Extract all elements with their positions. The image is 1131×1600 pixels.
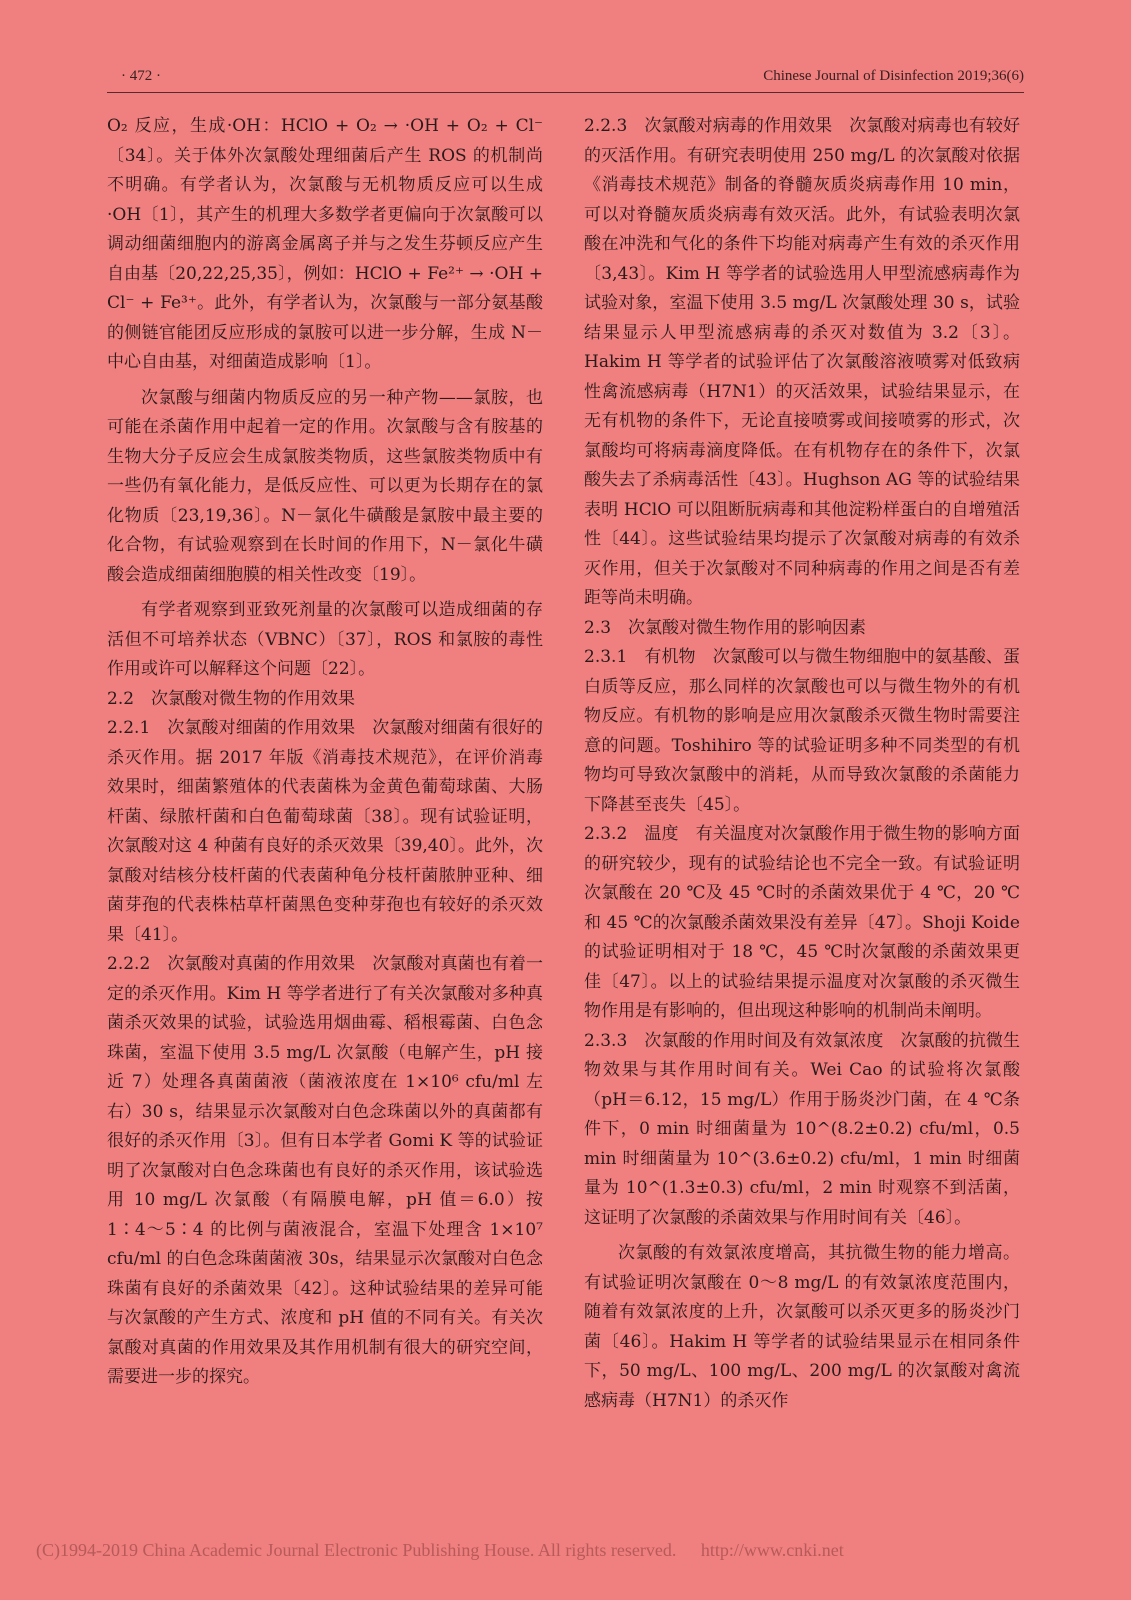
section-heading: 2.2 次氯酸对微生物的作用效果: [107, 688, 356, 709]
paragraph: 2.3.1 有机物 次氯酸可以与微生物细胞中的氨基酸、蛋白质等反应，那么同样的次氯酸也可以与微生物外的有机物反应。有机物的影响是应用次氯酸杀灭微生物时需要注意的问题。Toshihiro 等的试验证明多种不同类型的有机物均可导致次氯酸中的消耗，从而导致次氯酸的杀菌能力下降甚至丧失〔45〕。: [584, 647, 1020, 815]
journal-citation: Chinese Journal of Disinfection 2019;36(6): [763, 68, 1024, 84]
running-header: [107, 66, 1024, 93]
left-column: [107, 112, 543, 1393]
paragraph: 2.3.2 温度 有关温度对次氯酸作用于微生物的影响方面的研究较少，现有的试验结论也不完全一致。有试验证明次氯酸在 20 ℃及 45 ℃时的杀菌效果优于 4 ℃，20 ℃和 45 ℃的次氯酸杀菌效果没有差异〔47〕。Shoji Koide 的试验证明相对于 18 ℃，45 ℃时次氯酸的杀菌效果更佳〔47〕。以上的试验结果提示温度对次氯酸的杀灭微生物作用是有影响的，但出现这种影响的机制尚未阐明。: [584, 824, 1020, 1021]
section-heading: 2.3 次氯酸对微生物作用的影响因素: [584, 617, 867, 638]
copyright-footer: [36, 1540, 844, 1561]
paragraph: 2.2.3 次氯酸对病毒的作用效果 次氯酸对病毒也有较好的灭活作用。有研究表明使用 250 mg/L 的次氯酸对依据《消毒技术规范》制备的脊髓灰质炎病毒作用 10 min，可以对脊髓灰质炎病毒有效灭活。此外，有试验表明次氯酸在冲洗和气化的条件下均能对病毒产生有效的杀灭作用〔3,43〕。Kim H 等学者的试验选用人甲型流感病毒作为试验对象，室温下使用 3.5 mg/L 次氯酸处理 30 s，试验结果显示人甲型流感病毒的杀灭对数值为 3.2〔3〕。Hakim H 等学者的试验评估了次氯酸溶液喷雾对低致病性禽流感病毒（H7N1）的灭活效果，试验结果显示，在无有机物的条件下，无论直接喷雾或间接喷雾的形式，次氯酸均可将病毒滴度降低。在有机物存在的条件下，次氯酸失去了杀病毒活性〔43〕。Hughson AG 等的试验结果表明 HClO 可以阻断朊病毒和其他淀粉样蛋白的自增殖活性〔44〕。这些试验结果均提示了次氯酸对病毒的有效杀灭作用，但关于次氯酸对不同种病毒的作用之间是否有差距等尚未明确。: [584, 116, 1020, 608]
paragraph: 2.3.3 次氯酸的作用时间及有效氯浓度 次氯酸的抗微生物效果与其作用时间有关。Wei Cao 的试验将次氯酸（pH＝6.12，15 mg/L）作用于肠炎沙门菌，在 4 ℃条件下，0 min 时细菌量为 10^(8.2±0.2) cfu/ml，0.5 min 时细菌量为 10^(3.6±0.2) cfu/ml，1 min 时细菌量为 10^(1.3±0.3) cfu/ml，2 min 时观察不到活菌，这证明了次氯酸的杀菌效果与作用时间有关〔46〕。: [584, 1030, 1020, 1228]
paragraph: 2.2.1 次氯酸对细菌的作用效果 次氯酸对细菌有很好的杀灭作用。据 2017 年版《消毒技术规范》，在评价消毒效果时，细菌繁殖体的代表菌株为金黄色葡萄球菌、大肠杆菌、绿脓杆菌和白色葡萄球菌〔38〕。现有试验证明，次氯酸对这 4 种菌有良好的杀灭效果〔39,40〕。此外，次氯酸对结核分枝杆菌的代表菌种龟分枝杆菌脓肿亚种、细菌芽孢的代表株枯草杆菌黑色变种芽孢也有较好的杀灭效果〔41〕。: [107, 718, 543, 945]
page-number: · 472 ·: [121, 68, 161, 84]
paragraph: 有学者观察到亚致死剂量的次氯酸可以造成细菌的存活但不可培养状态（VBNC）〔37〕，ROS 和氯胺的毒性作用或许可以解释这个问题〔22〕。: [107, 600, 543, 679]
paragraph: 次氯酸与细菌内物质反应的另一种产物——氯胺，也可能在杀菌作用中起着一定的作用。次氯酸与含有胺基的生物大分子反应会生成氯胺类物质，这些氯胺类物质中有一些仍有氧化能力，是低反应性、可以更为长期存在的氯化物质〔23,19,36〕。N－氯化牛磺酸是氯胺中最主要的化合物，有试验观察到在长时间的作用下，N－氯化牛磺酸会造成细菌细胞膜的相关性改变〔19〕。: [107, 387, 543, 585]
cnki-link[interactable]: http://www.cnki.net: [700, 1540, 844, 1560]
paragraph: O₂ 反应，生成·OH：HClO + O₂ → ·OH + O₂ + Cl⁻〔34〕。关于体外次氯酸处理细菌后产生 ROS 的机制尚不明确。有学者认为，次氯酸与无机物质反应可以生成·OH〔1〕，其产生的机理大多数学者更偏向于次氯酸可以调动细菌细胞内的游离金属离子并与之发生芬顿反应产生自由基〔20,22,25,35〕，例如：HClO + Fe²⁺ → ·OH + Cl⁻ + Fe³⁺。此外，有学者认为，次氯酸与一部分氨基酸的侧链官能团反应形成的氯胺可以进一步分解，生成 N－中心自由基，对细菌造成影响〔1〕。: [107, 116, 543, 372]
paragraph: 2.2.2 次氯酸对真菌的作用效果 次氯酸对真菌也有着一定的杀灭作用。Kim H 等学者进行了有关次氯酸对多种真菌杀灭效果的试验，试验选用烟曲霉、稻根霉菌、白色念珠菌，室温下使用 3.5 mg/L 次氯酸（电解产生，pH 接近 7）处理各真菌菌液（菌液浓度在 1×10⁶ cfu/ml 左右）30 s，结果显示次氯酸对白色念珠菌以外的真菌都有很好的杀灭作用〔3〕。但有日本学者 Gomi K 等的试验证明了次氯酸对白色念珠菌也有良好的杀灭作用，该试验选用 10 mg/L 次氯酸（有隔膜电解，pH 值＝6.0）按 1∶4～5∶4 的比例与菌液混合，室温下处理含 1×10⁷ cfu/ml 的白色念珠菌菌液 30s，结果显示次氯酸对白色念珠菌有良好的杀菌效果〔42〕。这种试验结果的差异可能与次氯酸的产生方式、浓度和 pH 值的不同有关。有关次氯酸对真菌的作用效果及其作用机制有很大的研究空间，需要进一步的探究。: [107, 954, 543, 1387]
copyright-text: (C)1994-2019 China Academic Journal Electronic Publishing House. All rights reserved.: [36, 1540, 677, 1560]
paragraph: 次氯酸的有效氯浓度增高，其抗微生物的能力增高。有试验证明次氯酸在 0～8 mg/L 的有效氯浓度范围内，随着有效氯浓度的上升，次氯酸可以杀灭更多的肠炎沙门菌〔46〕。Hakim H 等学者的试验结果显示在相同条件下，50 mg/L、100 mg/L、200 mg/L 的次氯酸对禽流感病毒（H7N1）的杀灭作: [584, 1243, 1020, 1411]
right-column: [584, 112, 1020, 1416]
